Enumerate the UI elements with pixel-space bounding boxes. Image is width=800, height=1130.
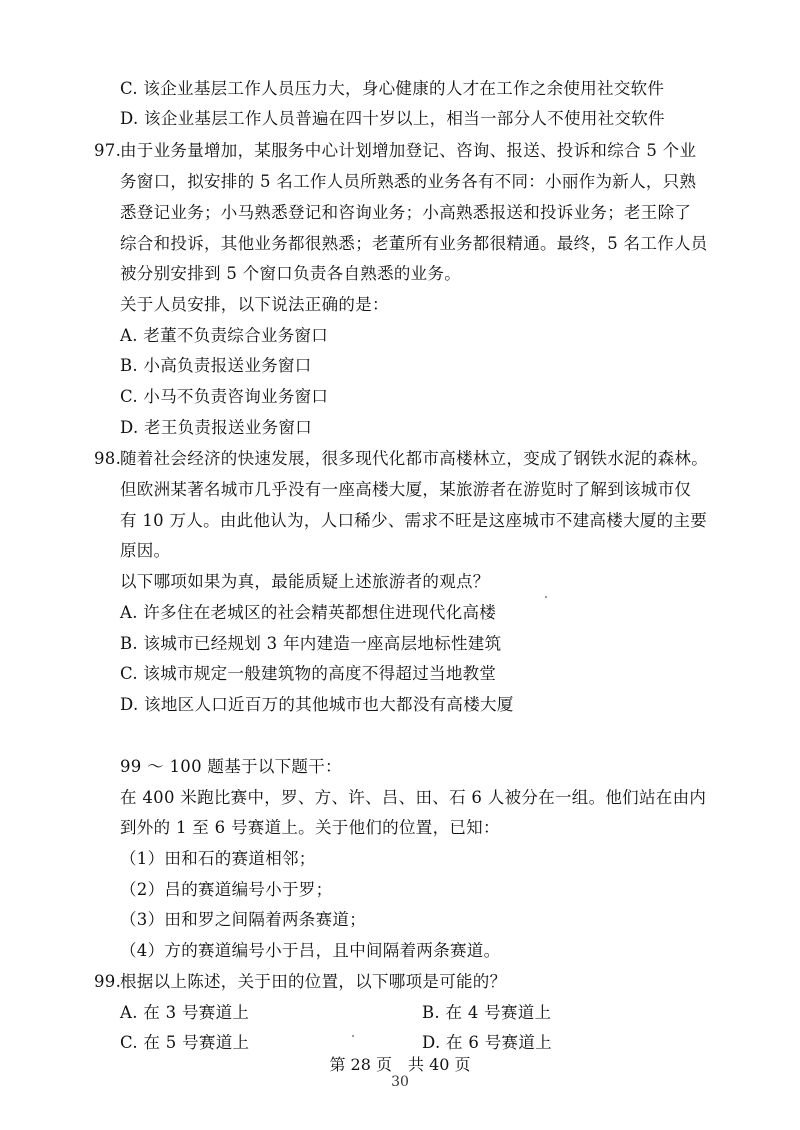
q99-option-d: D. 在 6 号赛道上 [422, 1033, 552, 1052]
group-condition: （1）田和石的赛道相邻； [120, 849, 316, 868]
q97-stem-line: 综合和投诉，其他业务都很熟悉；老董所有业务都很精通。最终，5 名工作人员 [120, 234, 708, 253]
q98-number: 98. [94, 449, 122, 468]
q97-option-d: D. 老王负责报送业务窗口 [120, 418, 313, 437]
q98-stem-line: 原因。 [120, 541, 171, 560]
q97-stem-line: 务窗口，拟安排的 5 名工作人员所熟悉的业务各有不同：小丽作为新人，只熟 [120, 172, 697, 191]
group-stem-line: 到外的 1 至 6 号赛道上。关于他们的位置，已知： [120, 818, 500, 837]
group-condition: （2）吕的赛道编号小于罗； [120, 880, 333, 899]
q97-option-c: C. 小马不负责咨询业务窗口 [120, 387, 329, 406]
carryover-option-d: D. 该企业基层工作人员普遍在四十岁以上，相当一部分人不使用社交软件 [120, 109, 665, 128]
q98-stem-line: 有 10 万人。由此他认为，人口稀少、需求不旺是这座城市不建高楼大厦的主要 [120, 511, 708, 530]
q98-stem-line: 但欧洲某著名城市几乎没有一座高楼大厦，某旅游者在游览时了解到该城市仅 [120, 480, 692, 499]
q97-stem-line: 由于业务量增加，某服务中心计划增加登记、咨询、报送、投诉和综合 5 个业 [120, 141, 697, 160]
q97-stem-line: 悉登记业务；小马熟悉登记和咨询业务；小高熟悉报送和投诉业务；老王除了 [120, 203, 692, 222]
q99-option-b: B. 在 4 号赛道上 [422, 1003, 552, 1022]
group-condition: （3）田和罗之间隔着两条赛道； [120, 910, 366, 929]
q98-question: 以下哪项如果为真，最能质疑上述旅游者的观点？ [120, 572, 490, 591]
q97-option-b: B. 小高负责报送业务窗口 [120, 356, 312, 375]
q97-option-a: A. 老董不负责综合业务窗口 [120, 326, 329, 345]
carryover-option-c: C. 该企业基层工作人员压力大，身心健康的人才在工作之余使用社交软件 [120, 79, 665, 98]
q98-option-d: D. 该地区人口近百万的其他城市也大都没有高楼大厦 [120, 695, 514, 714]
q99-option-a: A. 在 3 号赛道上 [120, 1003, 250, 1022]
q97-stem-line: 被分别安排到 5 个窗口负责各自熟悉的业务。 [120, 264, 462, 283]
q98-stem-line: 随着社会经济的快速发展，很多现代化都市高楼林立，变成了钢铁水泥的森林。 [120, 449, 708, 468]
scan-speck [352, 1035, 354, 1037]
q97-question: 关于人员安排，以下说法正确的是： [120, 295, 389, 314]
q98-option-b: B. 该城市已经规划 3 年内建造一座高层地标性建筑 [120, 634, 502, 653]
q98-option-c: C. 该城市规定一般建筑物的高度不得超过当地教堂 [120, 664, 497, 683]
page-label: 第 28 页 共 40 页 [329, 1055, 471, 1074]
q99-number: 99. [94, 972, 122, 991]
sheet-number: 30 [391, 1074, 409, 1090]
q98-option-a: A. 许多住在老城区的社会精英都想住进现代化高楼 [120, 603, 497, 622]
q99-option-c: C. 在 5 号赛道上 [120, 1033, 250, 1052]
group-intro: 99 ～ 100 题基于以下题干： [120, 757, 342, 776]
scan-speck [545, 596, 547, 598]
group-condition: （4）方的赛道编号小于吕，且中间隔着两条赛道。 [120, 941, 501, 960]
q97-number: 97. [94, 141, 122, 160]
group-stem-line: 在 400 米跑比赛中，罗、方、许、吕、田、石 6 人被分在一组。他们站在由内 [120, 788, 707, 807]
q99-question: 根据以上陈述，关于田的位置，以下哪项是可能的？ [120, 972, 507, 991]
